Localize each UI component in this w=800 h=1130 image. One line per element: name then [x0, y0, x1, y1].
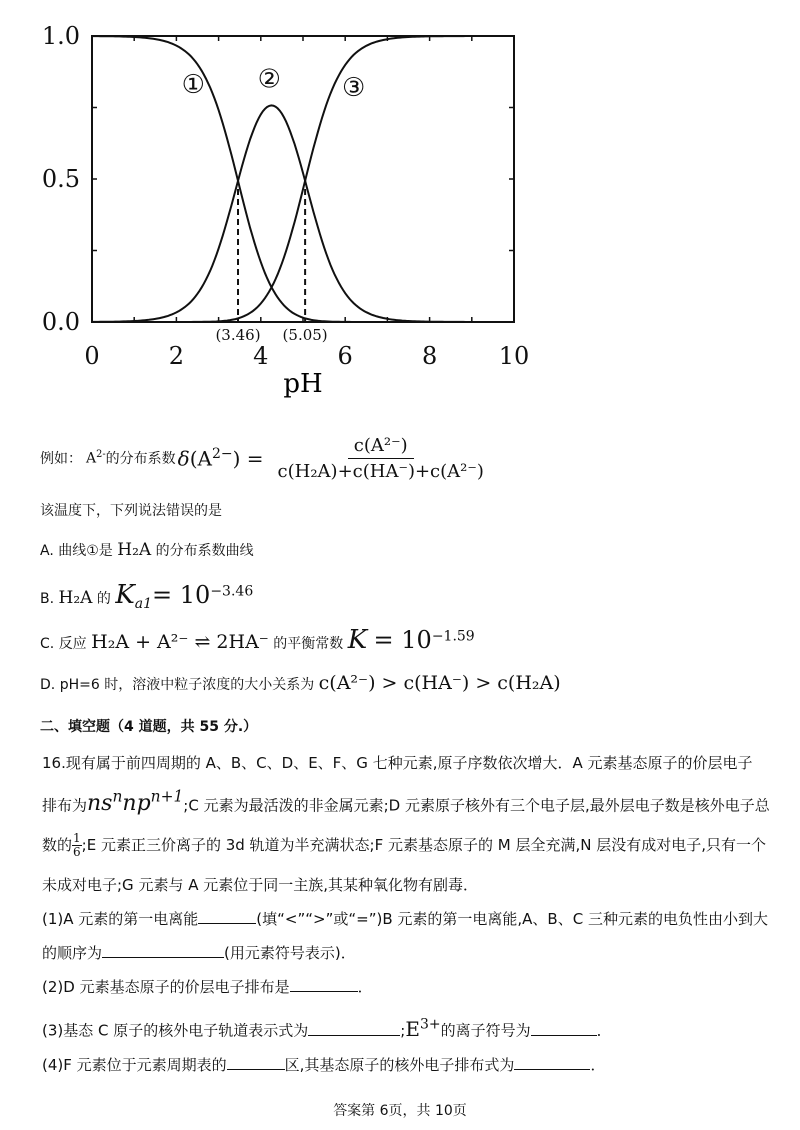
q16-p3d: ． [596, 1021, 612, 1040]
q16-p1a: (1)A 元素的第一电离能 [42, 910, 199, 928]
option-d[interactable] [40, 672, 561, 694]
option-b-letter: B. [40, 591, 55, 607]
definition-text: 的分布系数 [105, 451, 176, 467]
option-c-letter: C. [40, 636, 55, 652]
question-intro: 该温度下，下列说法错误的是 [40, 503, 222, 519]
q16-p3c: 的离子符号为 [440, 1021, 531, 1040]
q16-p4c: ． [590, 1056, 606, 1074]
definition-fraction [272, 435, 490, 482]
option-a[interactable] [40, 540, 254, 560]
x-tick-label: 4 [253, 342, 269, 370]
curves [92, 36, 514, 322]
q16-frac-den: 6 [73, 845, 81, 859]
q16-p4a: (4)F 元素位于元素周期表的 [42, 1056, 227, 1074]
option-c-k: K [347, 625, 368, 655]
q16-line2-post: ;C 元素为最活泼的非金属元素;D 元素原子核外有三个电子层,最外层电子数是核外电子总 [183, 796, 770, 815]
blank-1a[interactable] [198, 908, 256, 924]
y-tick-label: 0.5 [41, 165, 80, 193]
q16-p3a: (3)基态 C 原子的核外电子轨道表示式为 [42, 1021, 309, 1040]
q16-config-np: np [122, 791, 151, 817]
blank-1b[interactable] [102, 942, 224, 958]
blank-3b[interactable] [531, 1020, 597, 1036]
q16-line3 [42, 832, 766, 859]
q16-p1c: 的顺序为 [42, 944, 103, 962]
q16-part2 [42, 976, 373, 997]
option-c-exp: −1.59 [431, 628, 475, 645]
option-b-k: K [115, 580, 135, 610]
option-b-eq: = 10 [152, 581, 211, 609]
definition-species-charge: 2- [96, 449, 106, 461]
axis-ticks [92, 36, 514, 322]
q16-part1 [42, 908, 768, 929]
curve-1 [92, 36, 514, 322]
blank-2[interactable] [290, 976, 358, 992]
option-a-letter: A. [40, 543, 54, 559]
q16-p3-ion: E [405, 1016, 420, 1041]
option-c-text1: 反应 [58, 636, 87, 652]
q16-p2a: (2)D 元素基态原子的价层电子排布是 [42, 978, 290, 996]
blank-4a[interactable] [227, 1054, 285, 1070]
x-tick-label: 0 [84, 342, 100, 370]
x-tick-labels [84, 342, 529, 370]
plot-frame [92, 36, 514, 322]
pka-label-2: (5.05) [282, 326, 328, 344]
q16-part4 [42, 1054, 605, 1075]
q16-line1: 16.现有属于前四周期的 A、B、C、D、E、F、G 七种元素,原子序数依次增大．A 元素基态原子的价层电子 [42, 754, 753, 772]
option-b-k-sub: a1 [134, 596, 153, 612]
option-b-formula: H₂A [58, 588, 93, 608]
x-tick-label: 6 [337, 342, 353, 370]
definition-denominator: c(H₂A)+c(HA⁻)+c(A²⁻) [277, 460, 484, 482]
x-axis-label: pH [283, 369, 323, 399]
q16-p2b: ． [357, 978, 373, 996]
q16-line3-post: ;E 元素正三价离子的 3d 轨道为半充满状态;F 元素基态原子的 M 层全充满,N 层没有成对电子,只有一个 [81, 836, 767, 854]
series-label-3: ③ [341, 73, 366, 104]
x-tick-label: 10 [498, 342, 530, 370]
definition-line: 例如： $A^{2-}$ 的分布系数 $\delta(A^{2-})$ = $\frac{\text{c(A²⁻)}}{\text{c(H₂A)+c(HA⁻)+c(A²⁻)}}$ [40, 430, 490, 486]
page-footer: 答案第 6页，共 10页 [333, 1103, 467, 1119]
option-c-eq: = 10 [373, 626, 432, 654]
q16-part3 [42, 1016, 612, 1041]
series-label-2: ② [257, 64, 281, 95]
blank-4b[interactable] [514, 1054, 590, 1070]
q16-config-ns: ns [87, 791, 113, 817]
q16-p4b: 区,其基态原子的核外电子排布式为 [284, 1056, 515, 1074]
q16-config-n2: n+1 [150, 788, 184, 806]
q16-config-n1: n [112, 788, 123, 806]
q16-p3-charge: 3+ [419, 1016, 441, 1032]
blank-3a[interactable] [308, 1020, 400, 1036]
option-c-reaction: H₂A + A²⁻ ⇌ 2HA⁻ [91, 631, 269, 653]
x-tick-label: 8 [421, 342, 438, 370]
curve-2 [92, 105, 514, 322]
q16-part1-cont [42, 942, 356, 963]
distribution-chart [0, 0, 800, 410]
y-tick-label: 1.0 [41, 22, 80, 50]
definition-numerator: c(A²⁻) [348, 435, 414, 459]
q16-p1d: (用元素符号表示)． [224, 944, 356, 962]
q16-frac-num: 1 [73, 831, 81, 845]
q16-line4: 未成对电子;G 元素与 A 元素位于同一主族,其某种氧化物有剧毒． [42, 876, 479, 894]
option-a-text2: 的分布系数曲线 [155, 543, 254, 559]
x-tick-label: 2 [168, 342, 185, 370]
definition-species: A [86, 450, 97, 467]
series-label-1: ① [181, 70, 205, 101]
section-title: 二、填空题（4 道题，共 55 分.） [40, 719, 258, 735]
pka-label-1: (3.46) [215, 326, 261, 344]
option-d-relation: c(A²⁻) > c(HA⁻) > c(H₂A) [318, 672, 561, 694]
q16-line2-pre: 排布为 [42, 796, 88, 815]
y-tick-label: 0.0 [41, 308, 80, 336]
curve-3 [92, 36, 514, 322]
option-b[interactable] [40, 580, 253, 612]
option-a-formula: H₂A [117, 540, 152, 560]
delta-symbol: δ [177, 446, 190, 471]
q16-p3b: ; [400, 1021, 406, 1040]
option-d-text1: pH=6 时，溶液中粒子浓度的大小关系为 [59, 677, 315, 693]
q16-line2 [42, 788, 770, 816]
definition-prefix: 例如： [40, 451, 82, 467]
option-c[interactable] [40, 625, 475, 655]
q16-p1b: (填“<”“>”或“=”)B 元素的第一电离能,A、B、C 三种元素的电负性由小到大 [256, 910, 768, 928]
y-tick-labels [42, 22, 80, 336]
option-d-letter: D. [40, 677, 56, 693]
q16-line3-pre: 数的 [42, 836, 73, 854]
option-a-text1: 曲线①是 [58, 543, 113, 559]
option-c-text2: 的平衡常数 [273, 636, 344, 652]
option-b-text1: 的 [96, 591, 111, 607]
option-b-exp: −3.46 [210, 583, 254, 600]
